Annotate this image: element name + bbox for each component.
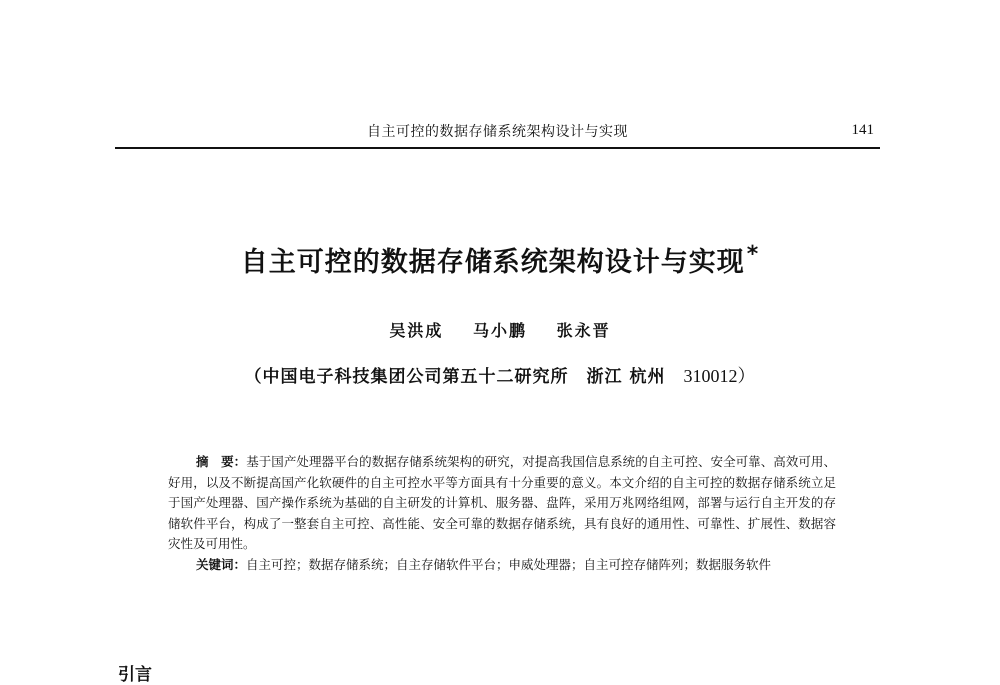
- abstract-text: 基于国产处理器平台的数据存储系统架构的研究，对提高我国信息系统的自主可控、安全可靠、高效可用、好用，以及不断提高国产化软硬件的自主可控水平等方面具有十分重要的意义。本文介绍的自主可控的数据存储系统立足于国产处理器、国产操作系统为基础的自主研发的计算机、服务器、盘阵，采用万兆网络组网，部署与运行自主开发的存储软件平台，构成了一整套自主可控、高性能、安全可靠的数据存储系统，具有良好的通用性、可靠性、扩展性、数据容灾性及可用性。: [168, 454, 836, 551]
- author-list: [0, 318, 1000, 341]
- affiliation-postcode: 310012）: [683, 366, 756, 386]
- abstract-label: 摘 要：: [196, 454, 247, 469]
- abstract-block: [168, 452, 836, 575]
- author-name: 张永晋: [556, 321, 611, 340]
- title-footnote-mark: *: [746, 242, 760, 267]
- paper-title: [0, 240, 1000, 279]
- affiliation: [0, 362, 1000, 388]
- keywords-label: 关键词：: [196, 556, 247, 572]
- section-heading: 引言: [118, 665, 152, 685]
- running-title: 自主可控的数据存储系统架构设计与实现: [367, 124, 628, 140]
- running-header: [115, 121, 880, 145]
- affiliation-text: （中国电子科技集团公司第五十二研究所 浙江 杭州: [244, 367, 666, 387]
- paper-title-text: 自主可控的数据存储系统架构设计与实现: [240, 247, 745, 278]
- author-name: 马小鹏: [472, 321, 527, 340]
- author-name: 吴洪成: [389, 321, 444, 340]
- header-rule: [115, 147, 880, 149]
- keywords-paragraph: [168, 555, 836, 576]
- keywords-text: 自主可控；数据存储系统；自主存储软件平台；申威处理器；自主可控存储阵列；数据服务软件: [246, 556, 772, 572]
- abstract-paragraph: [168, 452, 836, 555]
- page-number: 141: [851, 122, 874, 138]
